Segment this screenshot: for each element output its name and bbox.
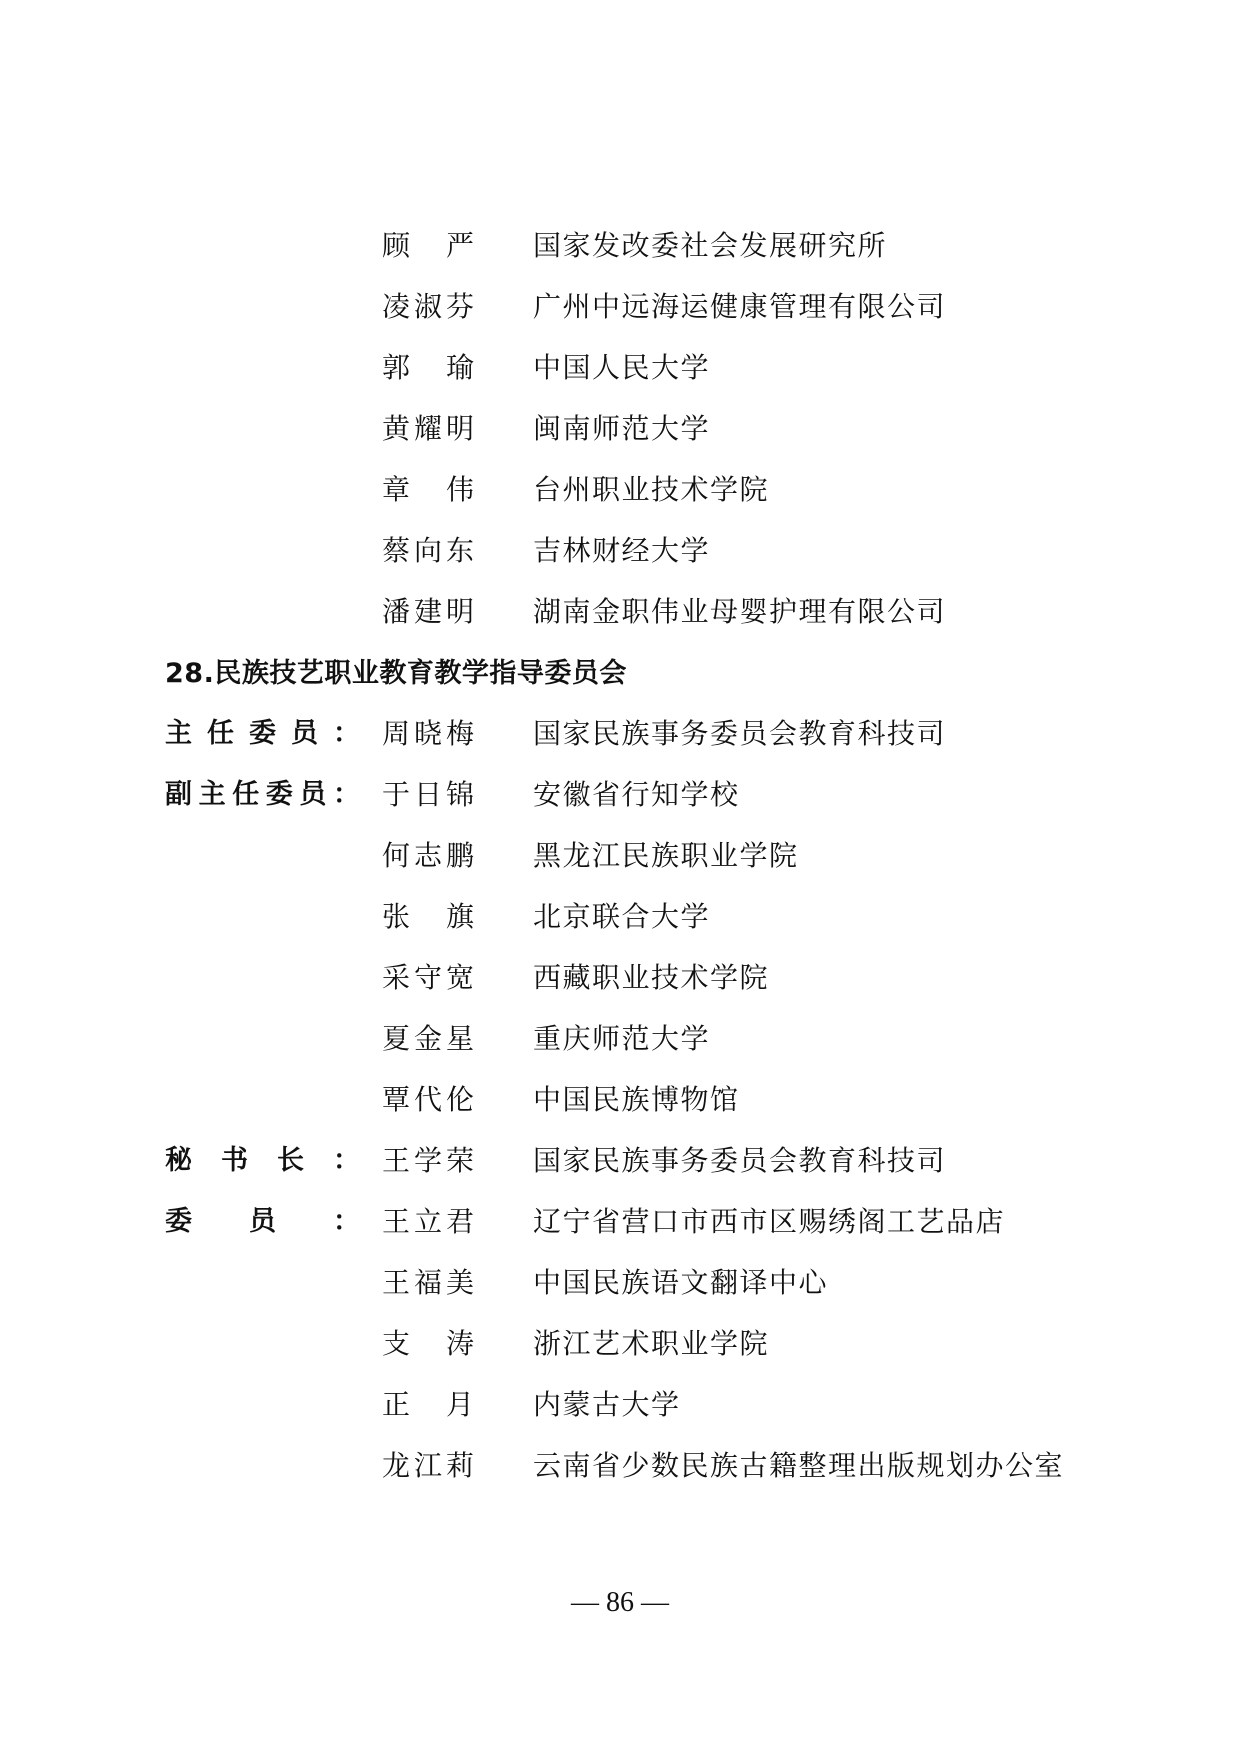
member-name [382, 712, 474, 756]
section-title: 28.民族技艺职业教育教学指导委员会 [165, 658, 627, 689]
committee-member-row [0, 1139, 1240, 1183]
member-organization: 辽宁省营口市西市区赐绣阁工艺品店 [533, 1205, 1006, 1238]
member-name [382, 224, 474, 268]
member-name-char: 代 [413, 1083, 442, 1116]
member-name-char: 夏 [382, 1022, 411, 1055]
continued-member-row [0, 529, 1240, 573]
member-organization: 国家民族事务委员会教育科技司 [533, 717, 947, 750]
member-name-char: 明 [445, 412, 474, 445]
member-name-char: 严 [445, 229, 474, 262]
member-role-char: 委 [249, 718, 276, 749]
member-organization: 国家民族事务委员会教育科技司 [533, 1144, 947, 1177]
member-name-char: 宽 [445, 961, 474, 994]
member-role-char: 主 [198, 779, 226, 810]
member-name-char: 郭 [382, 351, 411, 384]
committee-member-row [0, 1383, 1240, 1427]
member-name-char: 周 [382, 717, 411, 750]
member-name-char: 旗 [445, 900, 474, 933]
member-role [165, 1200, 360, 1244]
member-name-char: 江 [413, 1449, 442, 1482]
member-name [382, 1200, 474, 1244]
member-organization: 台州职业技术学院 [533, 473, 770, 506]
member-role [165, 1139, 360, 1183]
member-role-char: 副 [165, 779, 192, 810]
member-name-char: 采 [382, 961, 411, 994]
member-organization: 重庆师范大学 [533, 1022, 711, 1055]
member-name-char: 于 [382, 778, 411, 811]
member-role-char: ： [332, 779, 360, 810]
member-name-char: 章 [382, 473, 411, 506]
member-role-char: 任 [232, 779, 260, 810]
page-number: — 86 — [571, 1587, 669, 1618]
member-name-char: 立 [413, 1205, 442, 1238]
committee-member-row [0, 1261, 1240, 1305]
member-name-char: 支 [382, 1327, 411, 1360]
member-name-char: 金 [413, 1022, 442, 1055]
member-name-char: 正 [382, 1388, 411, 1421]
member-role-char: 长 [277, 1145, 304, 1176]
member-name-char: 耀 [413, 412, 442, 445]
member-name-char: 东 [445, 534, 474, 567]
committee-member-row [0, 956, 1240, 1000]
member-name-char: 龙 [382, 1449, 411, 1482]
member-organization: 中国民族博物馆 [533, 1083, 740, 1116]
member-role-char: 员 [299, 779, 327, 810]
member-name-char: 月 [445, 1388, 474, 1421]
member-organization: 浙江艺术职业学院 [533, 1327, 770, 1360]
member-name [382, 590, 474, 634]
member-role-char: 委 [265, 779, 293, 810]
member-name-char: 星 [445, 1022, 474, 1055]
member-name-char: 王 [382, 1266, 411, 1299]
committee-member-row [0, 1322, 1240, 1366]
member-name [382, 1322, 474, 1366]
member-name-char: 梅 [445, 717, 474, 750]
member-name-char: 晓 [413, 717, 442, 750]
member-organization: 中国民族语文翻译中心 [533, 1266, 829, 1299]
member-name-char: 莉 [445, 1449, 474, 1482]
committee-member-row [0, 1017, 1240, 1061]
member-organization: 安徽省行知学校 [533, 778, 740, 811]
member-name [382, 1078, 474, 1122]
member-name-char: 涛 [445, 1327, 474, 1360]
member-name [382, 773, 474, 817]
member-name-char: 覃 [382, 1083, 411, 1116]
member-organization: 内蒙古大学 [533, 1388, 681, 1421]
member-name [382, 285, 474, 329]
member-name-char: 顾 [382, 229, 411, 262]
committee-member-row [0, 712, 1240, 756]
continued-member-row [0, 468, 1240, 512]
continued-member-row [0, 590, 1240, 634]
member-role-char: ： [333, 718, 360, 749]
member-name-char: 锦 [445, 778, 474, 811]
member-name-char: 张 [382, 900, 411, 933]
member-name-char: 凌 [382, 290, 411, 323]
member-role [165, 712, 360, 756]
member-name [382, 956, 474, 1000]
member-name-char: 志 [413, 839, 442, 872]
member-organization: 吉林财经大学 [533, 534, 711, 567]
member-role-char: 员 [249, 1206, 276, 1237]
member-name-char: 学 [413, 1144, 442, 1177]
continued-member-row [0, 407, 1240, 451]
member-name-char: 明 [445, 595, 474, 628]
member-name-char: 向 [413, 534, 442, 567]
committee-member-row [0, 773, 1240, 817]
committee-member-row [0, 1200, 1240, 1244]
member-name-char: 守 [413, 961, 442, 994]
member-name [382, 1444, 474, 1488]
member-role-char: 书 [221, 1145, 248, 1176]
member-organization: 国家发改委社会发展研究所 [533, 229, 888, 262]
member-name [382, 1017, 474, 1061]
member-organization: 北京联合大学 [533, 900, 711, 933]
continued-member-row [0, 346, 1240, 390]
member-name [382, 1139, 474, 1183]
member-name [382, 834, 474, 878]
member-name-char: 鹏 [445, 839, 474, 872]
member-name-char: 黄 [382, 412, 411, 445]
member-name-char: 伦 [445, 1083, 474, 1116]
continued-member-row [0, 224, 1240, 268]
member-name [382, 346, 474, 390]
member-name-char: 伟 [445, 473, 474, 506]
member-role-char: 秘 [165, 1145, 192, 1176]
member-name [382, 895, 474, 939]
member-role-char: ： [333, 1206, 360, 1237]
member-role-char: 任 [207, 718, 234, 749]
member-role-char: 员 [291, 718, 318, 749]
member-name-char: 王 [382, 1144, 411, 1177]
member-organization: 闽南师范大学 [533, 412, 711, 445]
member-role [165, 773, 360, 817]
member-name-char: 日 [413, 778, 442, 811]
member-name-char: 潘 [382, 595, 411, 628]
member-organization: 西藏职业技术学院 [533, 961, 770, 994]
member-role-char: 主 [165, 718, 192, 749]
member-name [382, 468, 474, 512]
member-name [382, 529, 474, 573]
member-organization: 中国人民大学 [533, 351, 711, 384]
member-name-char: 王 [382, 1205, 411, 1238]
member-organization: 黑龙江民族职业学院 [533, 839, 799, 872]
member-name-char: 君 [445, 1205, 474, 1238]
committee-member-row [0, 895, 1240, 939]
member-role-char: 委 [165, 1206, 192, 1237]
member-organization: 广州中远海运健康管理有限公司 [533, 290, 947, 323]
member-name-char: 淑 [413, 290, 442, 323]
member-name-char: 荣 [445, 1144, 474, 1177]
member-name [382, 1261, 474, 1305]
member-name [382, 407, 474, 451]
committee-member-row [0, 1078, 1240, 1122]
member-role-char: ： [333, 1145, 360, 1176]
member-organization: 云南省少数民族古籍整理出版规划办公室 [533, 1449, 1065, 1482]
member-name-char: 瑜 [445, 351, 474, 384]
member-name-char: 建 [413, 595, 442, 628]
member-name-char: 何 [382, 839, 411, 872]
member-name-char: 蔡 [382, 534, 411, 567]
continued-member-row [0, 285, 1240, 329]
member-organization: 湖南金职伟业母婴护理有限公司 [533, 595, 947, 628]
member-name-char: 美 [445, 1266, 474, 1299]
committee-member-row [0, 1444, 1240, 1488]
member-name-char: 芬 [445, 290, 474, 323]
committee-member-row [0, 834, 1240, 878]
member-name [382, 1383, 474, 1427]
member-name-char: 福 [413, 1266, 442, 1299]
